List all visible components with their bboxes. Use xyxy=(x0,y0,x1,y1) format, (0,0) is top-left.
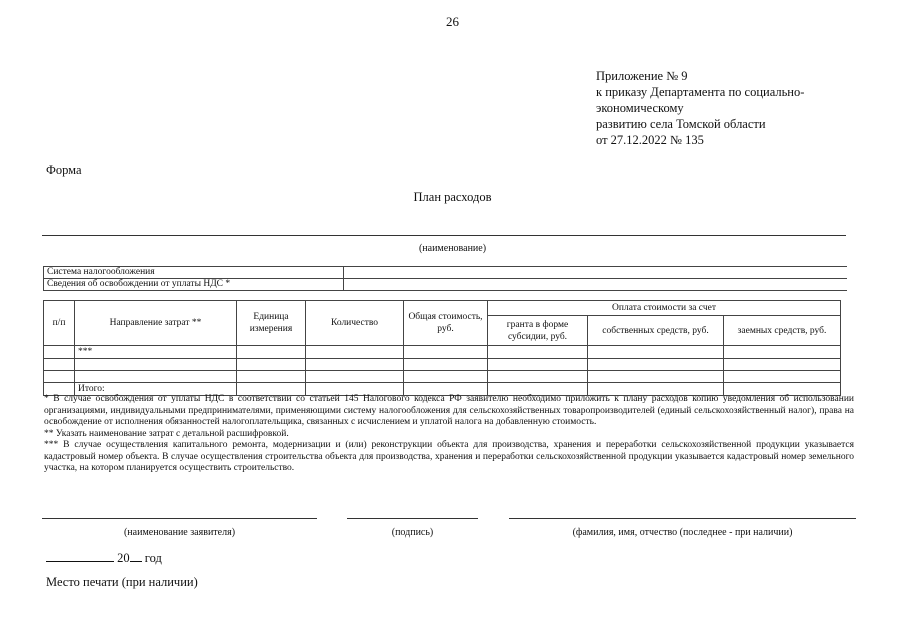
header-num: п/п xyxy=(44,301,75,346)
table-cell[interactable] xyxy=(724,371,841,383)
header-row xyxy=(44,301,841,316)
date-year-blank[interactable] xyxy=(130,549,142,562)
table-row xyxy=(44,346,841,359)
table-row xyxy=(44,267,848,279)
table-cell[interactable] xyxy=(588,359,724,371)
table-cell[interactable] xyxy=(404,359,488,371)
applicant-name-caption: (наименование заявителя) xyxy=(123,527,236,538)
table-cell[interactable] xyxy=(44,359,75,371)
footnote-vat: * В случае освобождения от уплаты НДС в соответствии со статьей 145 Налогового кодекса РФ заявителю необходимо приложить к плану расходов копию уведомления об использовании организациями, индивидуальными предпринимателями, применяющими систему налогообложения для сельскохозяйственных товаропроизводителей (единый сельскохозяйственный налог), права на освобождение от исполнения обязанностей налогоплательщика, связанных с исчислением и уплатой налога на добавленную стоимость. xyxy=(44,394,854,427)
header-loan-funds: заемных средств, руб. xyxy=(724,316,841,346)
table-cell[interactable] xyxy=(237,371,306,383)
date-year-label: год xyxy=(144,551,162,565)
table-cell[interactable] xyxy=(724,359,841,371)
appendix-line: Приложение № 9 xyxy=(596,69,688,83)
table-cell[interactable] xyxy=(588,371,724,383)
page-number: 26 xyxy=(446,14,459,29)
name-caption: (наименование) xyxy=(418,243,487,254)
tax-info-table xyxy=(43,266,847,291)
table-cell[interactable] xyxy=(306,359,404,371)
table-cell[interactable] xyxy=(724,346,841,359)
date-field xyxy=(46,549,162,566)
footnote-cadastral: *** В случае осуществления капитального ремонта, модернизации и (или) реконструкции объекта для производства, хранения и переработки сельскохозяйственной продукции указывается кадастровый номер объекта. В случае осуществления строительства объекта для производства, хранения и переработки сельскохозяйственной продукции указывается кадастровый номер земельного участка, на котором планируется осуществить строительство. xyxy=(44,440,854,473)
table-row xyxy=(44,359,841,371)
header-quantity: Количество xyxy=(306,301,404,346)
form-label: Форма xyxy=(46,163,82,177)
tax-system-label: Система налогообложения xyxy=(44,267,344,279)
date-day-month-blank[interactable] xyxy=(46,549,114,562)
appendix-line: развитию села Томской области xyxy=(596,117,766,131)
appendix-line: к приказу Департамента по социально- xyxy=(596,85,805,99)
footnotes xyxy=(44,394,854,475)
table-cell[interactable] xyxy=(488,346,588,359)
table-cell[interactable] xyxy=(75,359,237,371)
table-cell[interactable] xyxy=(237,359,306,371)
direction-cell[interactable]: *** xyxy=(75,346,237,359)
table-cell[interactable] xyxy=(306,346,404,359)
header-payment-group: Оплата стоимости за счет xyxy=(488,301,841,316)
vat-exemption-label: Сведения об освобождении от уплаты НДС * xyxy=(44,279,344,291)
table-cell[interactable] xyxy=(404,346,488,359)
table-cell[interactable] xyxy=(588,346,724,359)
header-direction: Направление затрат ** xyxy=(75,301,237,346)
stamp-place: Место печати (при наличии) xyxy=(46,575,198,589)
header-unit: Единица измерения xyxy=(237,301,306,346)
table-row xyxy=(44,279,848,291)
fio-line[interactable] xyxy=(509,518,856,519)
table-cell[interactable] xyxy=(75,371,237,383)
table-cell[interactable] xyxy=(237,346,306,359)
signature-line[interactable] xyxy=(347,518,478,519)
table-cell[interactable] xyxy=(488,371,588,383)
header-own-funds: собственных средств, руб. xyxy=(588,316,724,346)
header-grant: гранта в форме субсидии, руб. xyxy=(488,316,588,346)
signature-caption: (подпись) xyxy=(391,527,434,538)
table-cell[interactable] xyxy=(488,359,588,371)
appendix-header xyxy=(596,68,896,148)
table-cell[interactable] xyxy=(44,346,75,359)
table-cell[interactable] xyxy=(404,371,488,383)
tax-system-value[interactable] xyxy=(344,267,848,279)
page-title: План расходов xyxy=(413,190,492,204)
fio-caption: (фамилия, имя, отчество (последнее - при наличии) xyxy=(572,527,793,538)
name-field-line[interactable] xyxy=(42,235,846,236)
applicant-name-line[interactable] xyxy=(42,518,317,519)
table-cell[interactable] xyxy=(306,371,404,383)
date-century: 20 xyxy=(117,551,130,565)
table-cell[interactable] xyxy=(44,371,75,383)
total-label: Итого: xyxy=(75,383,237,396)
table-row xyxy=(44,371,841,383)
footnote-direction: ** Указать наименование затрат с детальной расшифровкой. xyxy=(44,428,289,439)
expense-plan-table xyxy=(43,300,841,396)
header-total-cost: Общая стоимость, руб. xyxy=(404,301,488,346)
vat-exemption-value[interactable] xyxy=(344,279,848,291)
appendix-line: от 27.12.2022 № 135 xyxy=(596,133,704,147)
appendix-line: экономическому xyxy=(596,101,684,115)
